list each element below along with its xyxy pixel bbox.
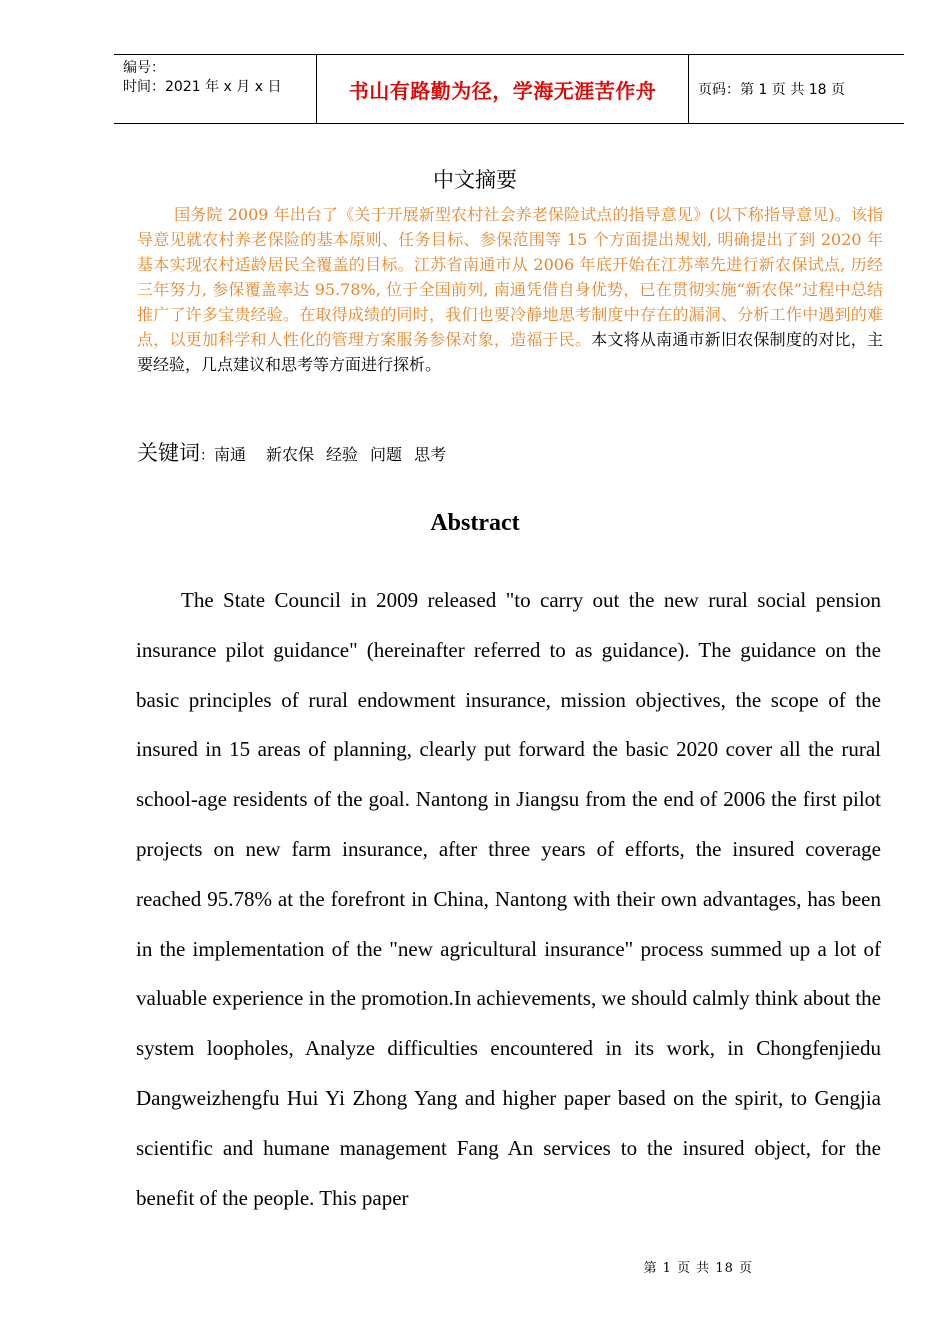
chinese-abstract-highlight: 国务院 2009 年出台了《关于开展新型农村社会养老保险试点的指导意见》(以下称指导意见)。该指导意见就农村养老保险的基本原则、任务目标、参保范围等 15 个方面提出规划, 明确提出了到 2020 年基本实现农村适龄居民全覆盖的目标。江苏省南通市从 2006 年底开始在江苏率先进行新农保试点, 历经三年努力, 参保覆盖率达 95.78%, 位于全国前列, 南通凭借自身优势，已在贯彻实施“新农保”过程中总结推广了许多宝贵经验。在取得成绩的同时，我们也要冷静地思考制度中存在的漏洞、分析工作中遇到的难点，以更加科学和人性化的管理方案服务参保对象，造福于民。: [137, 205, 883, 349]
chinese-abstract-title: 中文摘要: [433, 168, 517, 192]
keyword: 问题: [370, 445, 403, 464]
header-motto: 书山有路勤为径，学海无涯苦作舟: [316, 55, 689, 123]
keyword: 经验: [326, 445, 359, 464]
keyword: 思考: [414, 445, 447, 464]
keywords-label: 关键词: [137, 441, 200, 465]
document-header: [114, 54, 904, 124]
header-page-info: 页码：第 1 页 共 18 页: [698, 82, 845, 98]
english-abstract-title: Abstract: [430, 510, 520, 536]
keywords-line: [137, 437, 458, 467]
number-label: 编号：: [123, 60, 165, 76]
chinese-abstract-rest: 本文将从南通市新旧农保制度的对比，主要经验，几点建议和思考等方面进行探析。: [137, 330, 883, 374]
english-abstract-paragraph: The State Council in 2009 released "to carry out the new rural social pension insurance pilot guidance" (hereinafter referred to as guidance). The guidance on the basic principles of rural endowment insurance, mission objectives, the scope of the insured in 15 areas of planning, clearly put forward the basic 2020 cover all the rural school-age residents of the goal. Nantong in Jiangsu from the end of 2006 the first pilot projects on new farm insurance, after three years of efforts, the insured coverage reached 95.78% at the forefront in China, Nantong with their own advantages, has been in the implementation of the "new agricultural insurance" process summed up a lot of valuable experience in the promotion.In achievements, we should calmly think about the system loopholes, Analyze difficulties encountered in its work, in Chongfenjiedu Dangweizhengfu Hui Yi Zhong Yang and higher paper based on the spirit, to Gengjia scientific and humane management Fang An services to the insured object, for the benefit of the people. This paper: [136, 588, 881, 1210]
keywords-colon: ：: [200, 448, 214, 464]
header-meta: [114, 55, 316, 123]
english-abstract: [136, 576, 881, 1223]
keyword: 新农保: [266, 445, 315, 464]
page-footer: 第 1 页 共 18 页: [643, 1261, 753, 1276]
time-label: 时间：2021 年 x 月 x 日: [123, 79, 282, 95]
keyword: 南通: [214, 445, 247, 464]
chinese-abstract: [137, 202, 883, 377]
